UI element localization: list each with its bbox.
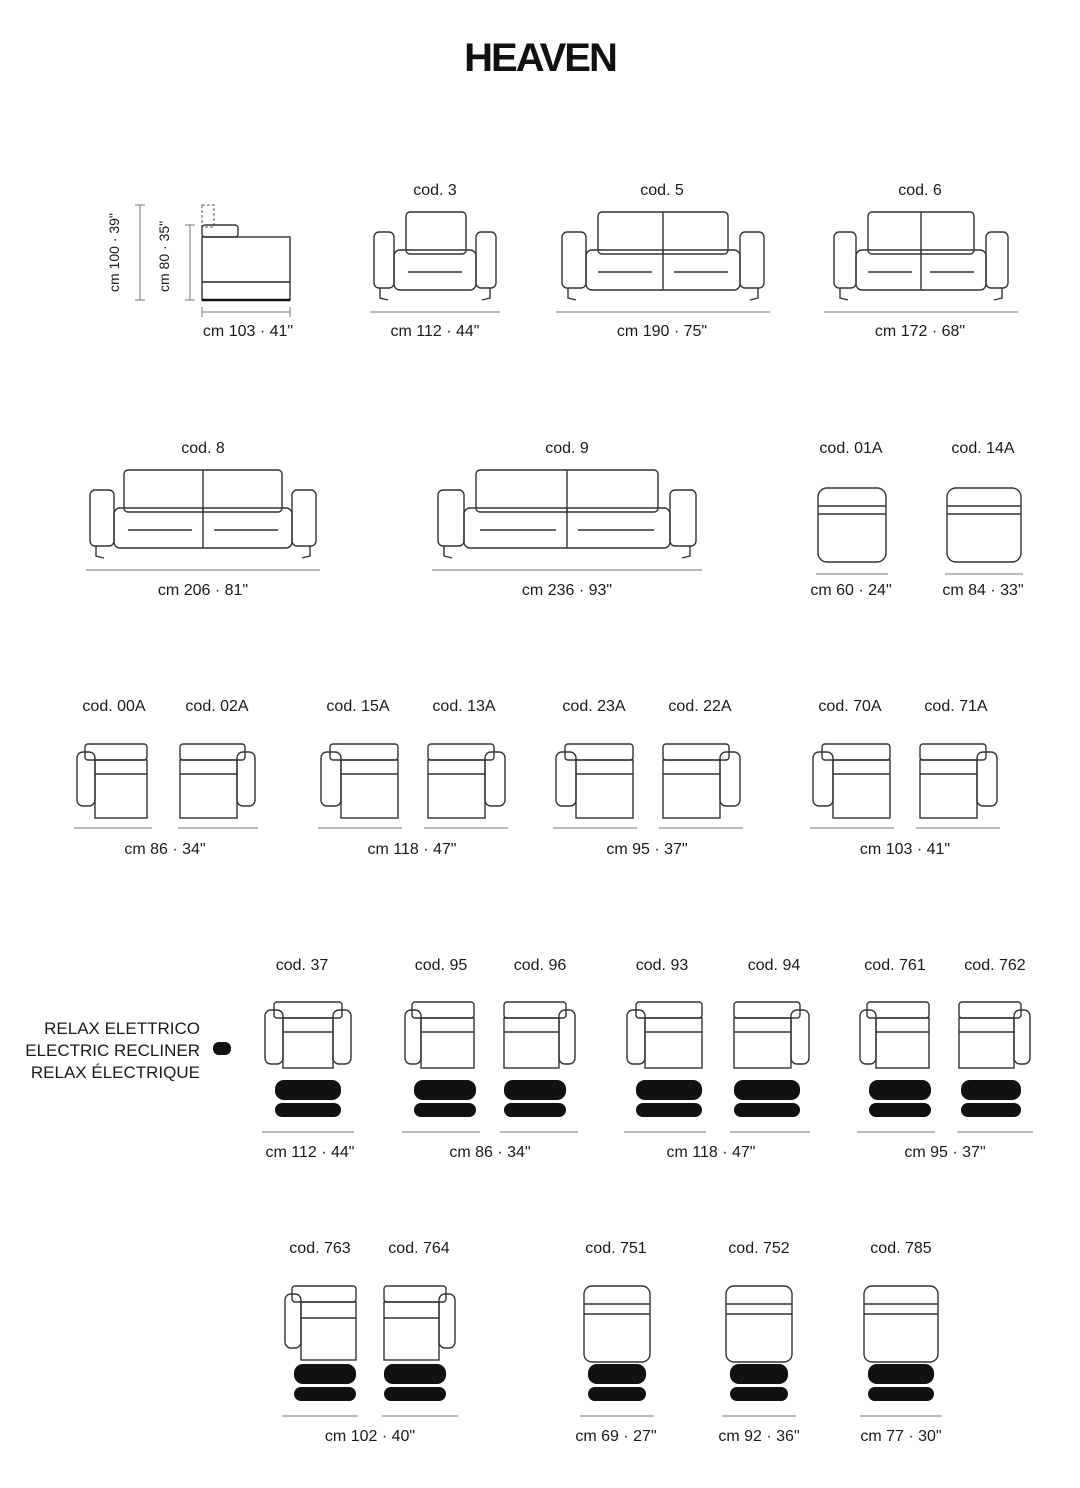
code-label: cod. 93 xyxy=(635,957,689,974)
dim-label: cm 190 · 75" xyxy=(616,323,708,340)
dim-label: cm 103 · 41" xyxy=(859,841,951,858)
dim-label: cm 86 · 34" xyxy=(449,1144,531,1161)
code-label: cod. 785 xyxy=(870,1240,932,1257)
dim-label: cm 206 · 81" xyxy=(157,582,249,599)
code-label: cod. 752 xyxy=(728,1240,790,1257)
relax-legend-en: ELECTRIC RECLINER xyxy=(25,1041,200,1060)
code-label: cod. 22A xyxy=(668,698,732,715)
dim-label: cm 92 · 36" xyxy=(718,1428,800,1445)
code-label: cod. 6 xyxy=(898,182,942,199)
relax-legend-it: RELAX ELETTRICO xyxy=(44,1019,200,1038)
dim-label: cm 102 · 40" xyxy=(324,1428,416,1445)
dim-label: cm 236 · 93" xyxy=(521,582,613,599)
module-pair-drawing xyxy=(553,742,743,834)
code-label: cod. 5 xyxy=(640,182,684,199)
code-label: cod. 95 xyxy=(414,957,468,974)
code-label: cod. 8 xyxy=(181,440,225,457)
dim-label: cm 112 · 44" xyxy=(265,1144,355,1161)
code-label: cod. 37 xyxy=(275,957,329,974)
sofa-2-seat-drawing xyxy=(824,210,1018,320)
code-label: cod. 764 xyxy=(388,1240,450,1257)
code-label: cod. 01A xyxy=(819,440,883,457)
sofa-large-drawing xyxy=(86,468,320,578)
pouf-drawing xyxy=(945,486,1023,578)
code-label: cod. 23A xyxy=(562,698,626,715)
code-label: cod. 762 xyxy=(964,957,1026,974)
code-label: cod. 3 xyxy=(413,182,457,199)
dim-label: cm 118 · 47" xyxy=(367,841,457,858)
code-label: cod. 94 xyxy=(747,957,801,974)
code-label: cod. 00A xyxy=(82,698,146,715)
recliner-pair-drawing xyxy=(857,1000,1033,1140)
dim-label: cm 95 · 37" xyxy=(606,841,688,858)
dim-label: cm 77 · 30" xyxy=(860,1428,942,1445)
pouf-drawing xyxy=(816,486,888,578)
code-label: cod. 761 xyxy=(864,957,926,974)
code-label: cod. 14A xyxy=(951,440,1015,457)
recliner-pair-drawing xyxy=(282,1284,460,1424)
code-label: cod. 96 xyxy=(513,957,567,974)
code-label: cod. 9 xyxy=(545,440,589,457)
module-pair-drawing xyxy=(810,742,1000,834)
relax-marker-icon xyxy=(212,1041,232,1057)
recliner-pair-drawing xyxy=(402,1000,578,1140)
dim-label: cm 118 · 47" xyxy=(666,1144,756,1161)
code-label: cod. 13A xyxy=(432,698,496,715)
recliner-pair-drawing xyxy=(624,1000,814,1140)
recliner-pouf-drawing xyxy=(860,1284,942,1424)
side-height-seat: cm 80 · 35" xyxy=(156,220,172,292)
side-depth-dim: cm 103 · 41" xyxy=(202,323,294,340)
brand-logo: HEAVEN xyxy=(464,36,616,80)
dim-label: cm 69 · 27" xyxy=(575,1428,657,1445)
relax-legend xyxy=(12,1018,200,1084)
code-label: cod. 70A xyxy=(818,698,882,715)
code-label: cod. 02A xyxy=(185,698,249,715)
module-pair-drawing xyxy=(318,742,508,834)
recliner-pouf-drawing xyxy=(580,1284,654,1424)
code-label: cod. 751 xyxy=(585,1240,647,1257)
code-label: cod. 763 xyxy=(289,1240,351,1257)
dim-label: cm 172 · 68" xyxy=(874,323,966,340)
side-height-total: cm 100 · 39" xyxy=(106,213,122,292)
relax-legend-fr: RELAX ÉLECTRIQUE xyxy=(30,1063,200,1082)
recliner-pouf-drawing xyxy=(722,1284,796,1424)
code-label: cod. 15A xyxy=(326,698,390,715)
dim-label: cm 84 · 33" xyxy=(942,582,1024,599)
dim-label: cm 60 · 24" xyxy=(810,582,892,599)
dim-label: cm 86 · 34" xyxy=(124,841,206,858)
sofa-2-seat-drawing xyxy=(556,210,770,320)
recliner-drawing xyxy=(262,1000,354,1140)
sofa-large-drawing xyxy=(432,468,702,578)
sofa-1-seat-drawing xyxy=(370,210,500,320)
module-pair-drawing xyxy=(74,742,258,834)
dim-label: cm 95 · 37" xyxy=(904,1144,986,1161)
side-view-drawing xyxy=(120,195,320,325)
code-label: cod. 71A xyxy=(924,698,988,715)
dim-label: cm 112 · 44" xyxy=(390,323,480,340)
